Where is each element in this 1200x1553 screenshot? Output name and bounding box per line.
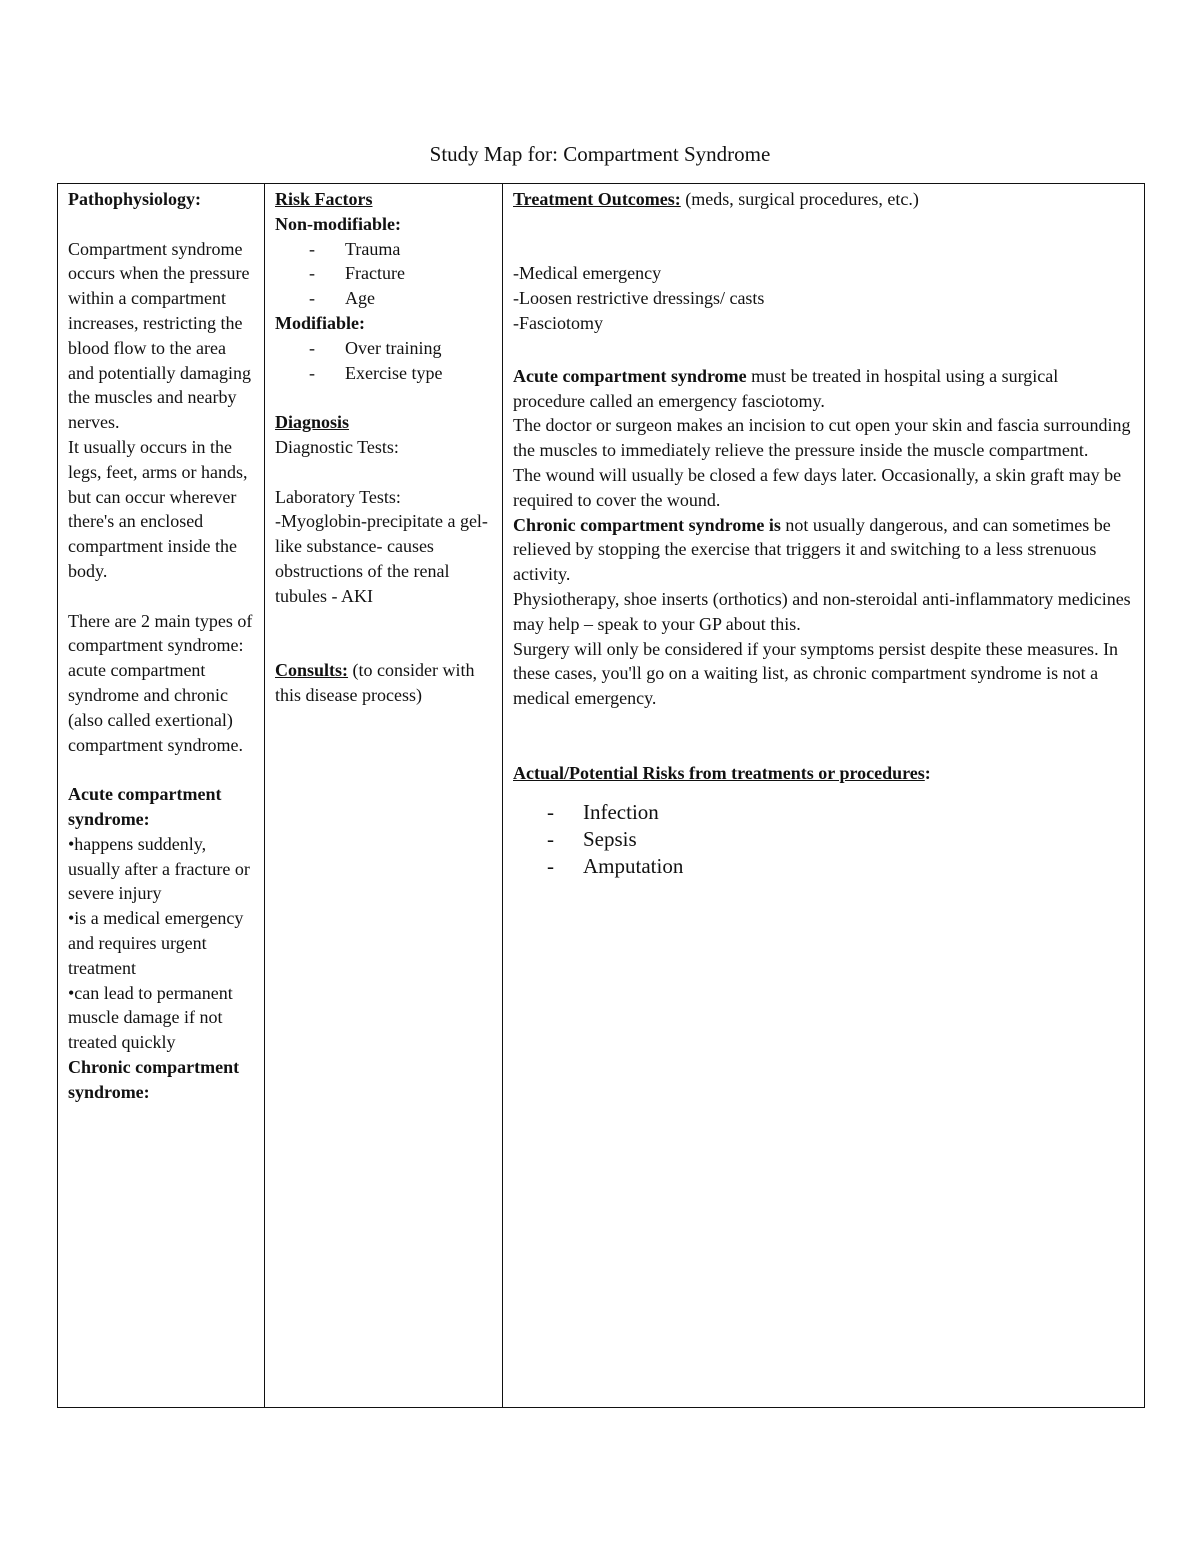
risk-factors-cell	[265, 184, 503, 1408]
acute-bullet: •can lead to permanent muscle damage if not treated quickly	[68, 982, 233, 1053]
surgery-para: Surgery will only be considered if your symptoms persist despite these measures. In these cases, you'll go on a waiting list, as chronic compartment syndrome is not a medical emergency.	[513, 638, 1119, 709]
consults-heading: Consults:	[275, 660, 349, 681]
outcome-item: -Loosen restrictive dressings/ casts	[513, 288, 765, 309]
chronic-treatment-para	[513, 513, 1134, 587]
treatment-heading-line	[513, 187, 1134, 212]
acute-heading: Acute compartment syndrome:	[68, 784, 222, 829]
treatment-heading-note: (meds, surgical procedures, etc.)	[680, 189, 919, 209]
treatment-outcomes-cell	[503, 184, 1145, 1408]
pathophysiology-heading: Pathophysiology:	[68, 189, 202, 209]
risks-heading-line	[513, 761, 1134, 786]
modifiable-list	[275, 336, 492, 386]
chronic-treatment-text: not usually dangerous, and can sometimes be relieved by stopping the exercise that triggers it and switching to a less strenuous activity.	[513, 514, 1111, 585]
nonmodifiable-list	[275, 237, 492, 311]
list-item: - Trauma	[309, 237, 492, 262]
risks-colon: :	[924, 762, 931, 783]
chronic-treatment-bold: Chronic compartment syndrome is	[513, 514, 781, 535]
physio-para: Physiotherapy, shoe inserts (orthotics) and non-steroidal anti-inflammatory medicines may help – speak to your GP about this.	[513, 588, 1131, 634]
list-item: - Fracture	[309, 261, 492, 286]
acute-treatment-para	[513, 364, 1134, 414]
risk-item: - Sepsis	[547, 826, 1134, 853]
wound-para: The wound will usually be closed a few days later. Occasionally, a skin graft may be required to cover the wound.	[513, 464, 1122, 510]
pathophysiology-para-3: There are 2 main types of compartment syndrome: acute compartment syndrome and chronic (also called exertional) compartment syndrome.	[68, 610, 253, 755]
acute-bullet: •is a medical emergency and requires urgent treatment	[68, 908, 244, 978]
risk-item: - Amputation	[547, 853, 1134, 880]
risks-heading: Actual/Potential Risks from treatments or procedures	[513, 762, 925, 783]
risks-list	[513, 799, 1134, 880]
list-item: - Age	[309, 286, 492, 311]
study-map-table	[57, 183, 1145, 1408]
outcome-item: -Fasciotomy	[513, 312, 603, 333]
modifiable-label: Modifiable:	[275, 312, 365, 333]
outcome-item: -Medical emergency	[513, 263, 662, 284]
pathophysiology-cell	[58, 184, 265, 1408]
acute-bullet: •happens suddenly, usually after a fracture or severe injury	[68, 833, 250, 904]
diagnostic-tests-label: Diagnostic Tests:	[275, 436, 399, 457]
list-item: - Exercise type	[309, 361, 492, 386]
consults-note: (to consider with this disease process)	[275, 660, 475, 705]
risk-factors-heading: Risk Factors	[275, 189, 373, 209]
consults-block	[275, 658, 492, 708]
page-title: Study Map for: Compartment Syndrome	[429, 142, 771, 166]
risk-item: - Infection	[547, 799, 1134, 826]
doctor-para: The doctor or surgeon makes an incision to cut open your skin and fascia surrounding the muscles to immediately relieve the pressure inside the muscle compartment.	[513, 415, 1131, 461]
list-item: - Over training	[309, 336, 492, 361]
pathophysiology-para-2: It usually occurs in the legs, feet, arms or hands, but can occur wherever there's an enclosed compartment inside the body.	[68, 436, 248, 581]
acute-treatment-bold: Acute compartment syndrome	[513, 365, 747, 386]
lab-tests-label: Laboratory Tests:	[275, 486, 401, 507]
nonmodifiable-label: Non-modifiable:	[275, 213, 401, 234]
acute-treatment-text: must be treated in hospital using a surgical procedure called an emergency fasciotomy.	[513, 365, 1059, 411]
diagnosis-heading: Diagnosis	[275, 412, 350, 433]
pathophysiology-para-1: Compartment syndrome occurs when the pressure within a compartment increases, restricting the blood flow to the area and potentially damaging the muscles and nearby nerves.	[68, 238, 251, 433]
lab-tests-detail: -Myoglobin-precipitate a gel-like substance- causes obstructions of the renal tubules - AKI	[275, 511, 488, 606]
treatment-heading: Treatment Outcomes:	[513, 189, 681, 209]
chronic-heading: Chronic compartment syndrome:	[68, 1056, 240, 1102]
